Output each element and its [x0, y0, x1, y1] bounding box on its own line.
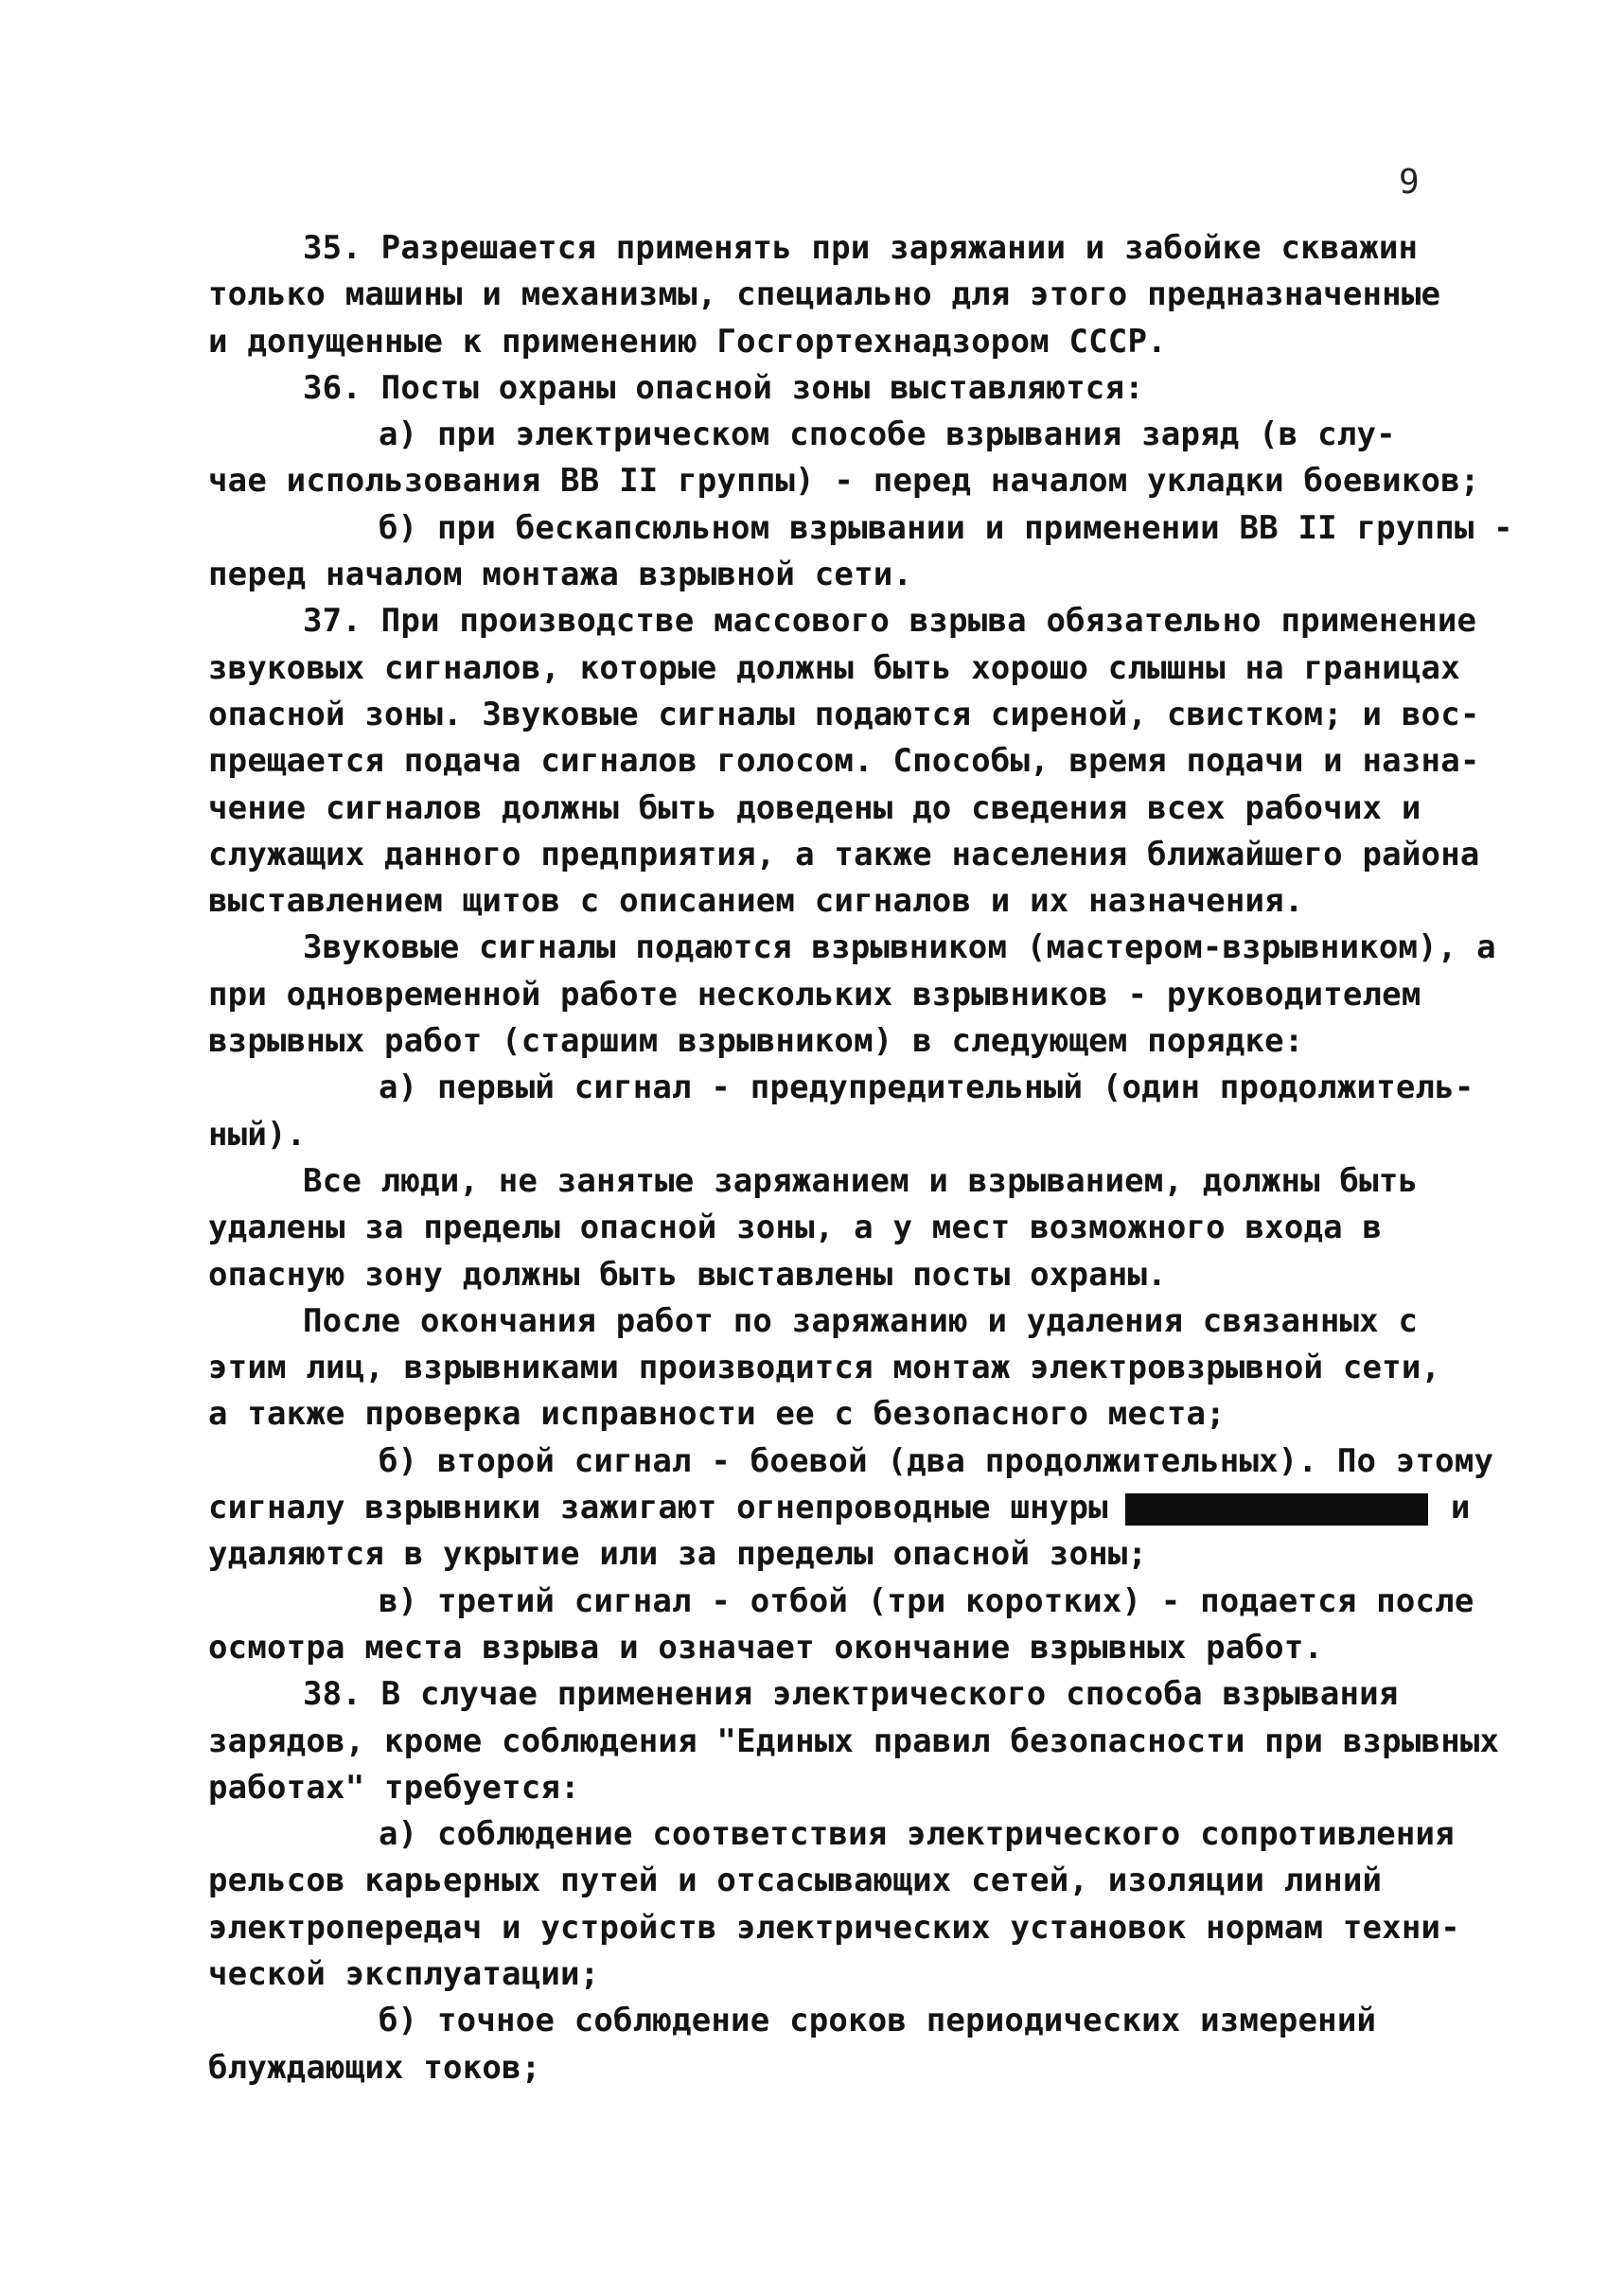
text-line: работах" требуется:: [208, 1768, 580, 1807]
redaction-block: [1125, 1493, 1428, 1526]
text-line: Все люди, не занятые заряжанием и взрыванием, должны быть: [303, 1161, 1419, 1200]
text-line: выставлением щитов с описанием сигналов и их назначения.: [208, 882, 1304, 921]
text-line: только машины и механизмы, специально для этого предназначенные: [208, 275, 1441, 314]
text-line: б) точное соблюдение сроков периодических измерений: [379, 2002, 1377, 2040]
text-line: б) при бескапсюльном взрывании и применении ВВ II группы -: [379, 508, 1513, 547]
text-line: а) первый сигнал - предупредительный (один продолжитель-: [379, 1068, 1474, 1107]
text-line: рельсов карьерных путей и отсасывающих сетей, изоляции линий: [208, 1862, 1383, 1900]
text-line: опасной зоны. Звуковые сигналы подаются сиреной, свистком; и вос-: [208, 695, 1480, 733]
text-line: звуковых сигналов, которые должны быть хорошо слышны на границах: [208, 648, 1460, 687]
text-line: блуждающих токов;: [208, 2048, 541, 2087]
text-line: удаляются в укрытие или за пределы опасной зоны;: [208, 1535, 1148, 1574]
text-line: б) второй сигнал - боевой (два продолжительных). По этому: [379, 1441, 1494, 1480]
text-line: 35. Разрешается применять при заряжании и забойке скважин: [303, 229, 1419, 267]
text-line: прещается подача сигналов голосом. Способы, время подачи и назна-: [208, 742, 1480, 781]
body-text: [208, 225, 1513, 2091]
text-line: После окончания работ по заряжанию и удаления связанных с: [303, 1301, 1419, 1340]
text-line: зарядов, кроме соблюдения "Единых правил безопасности при взрывных: [208, 1721, 1500, 1760]
text-line-with-redaction: [208, 1485, 1471, 1531]
text-line: в) третий сигнал - отбой (три коротких) - подается после: [379, 1581, 1474, 1620]
text-line: 36. Посты охраны опасной зоны выставляются:: [303, 368, 1144, 407]
text-line: чение сигналов должны быть доведены до сведения всех рабочих и: [208, 788, 1421, 827]
text-line: ческой эксплуатации;: [208, 1954, 600, 1993]
text-line: осмотра места взрыва и означает окончание взрывных работ.: [208, 1628, 1324, 1667]
text-line: взрывных работ (старшим взрывником) в следующем порядке:: [208, 1022, 1304, 1061]
text-line: 38. В случае применения электрического способа взрывания: [303, 1675, 1399, 1714]
text-segment: сигналу взрывники зажигают огнепроводные шнуры: [208, 1489, 1108, 1527]
text-line: ный).: [208, 1115, 307, 1154]
text-segment: и: [1450, 1489, 1471, 1527]
text-line: электропередач и устройств электрических установок нормам техни-: [208, 1908, 1460, 1947]
text-line: этим лиц, взрывниками производится монтаж электровзрывной сети,: [208, 1349, 1441, 1387]
text-line: чае использования ВВ II группы) - перед началом укладки боевиков;: [208, 462, 1480, 501]
text-line: при одновременной работе нескольких взрывников - руководителем: [208, 975, 1421, 1014]
text-line: а) соблюдение соответствия электрического сопротивления: [379, 1815, 1455, 1854]
text-line: Звуковые сигналы подаются взрывником (мастером-взрывником), а: [303, 928, 1496, 967]
text-line: и допущенные к применению Госгортехнадзором СССР.: [208, 322, 1167, 361]
text-line: служащих данного предприятия, а также населения ближайшего района: [208, 835, 1480, 873]
text-line: удалены за пределы опасной зоны, а у мест возможного входа в: [208, 1209, 1383, 1247]
text-line: 37. При производстве массового взрыва обязательно применение: [303, 602, 1477, 641]
text-line: а) при электрическом способе взрывания заряд (в слу-: [379, 415, 1396, 454]
text-line: перед началом монтажа взрывной сети.: [208, 556, 913, 594]
text-line: а также проверка исправности ее с безопасного места;: [208, 1395, 1226, 1434]
text-line: опасную зону должны быть выставлены посты охраны.: [208, 1255, 1167, 1294]
page-number: 9: [1399, 163, 1420, 202]
